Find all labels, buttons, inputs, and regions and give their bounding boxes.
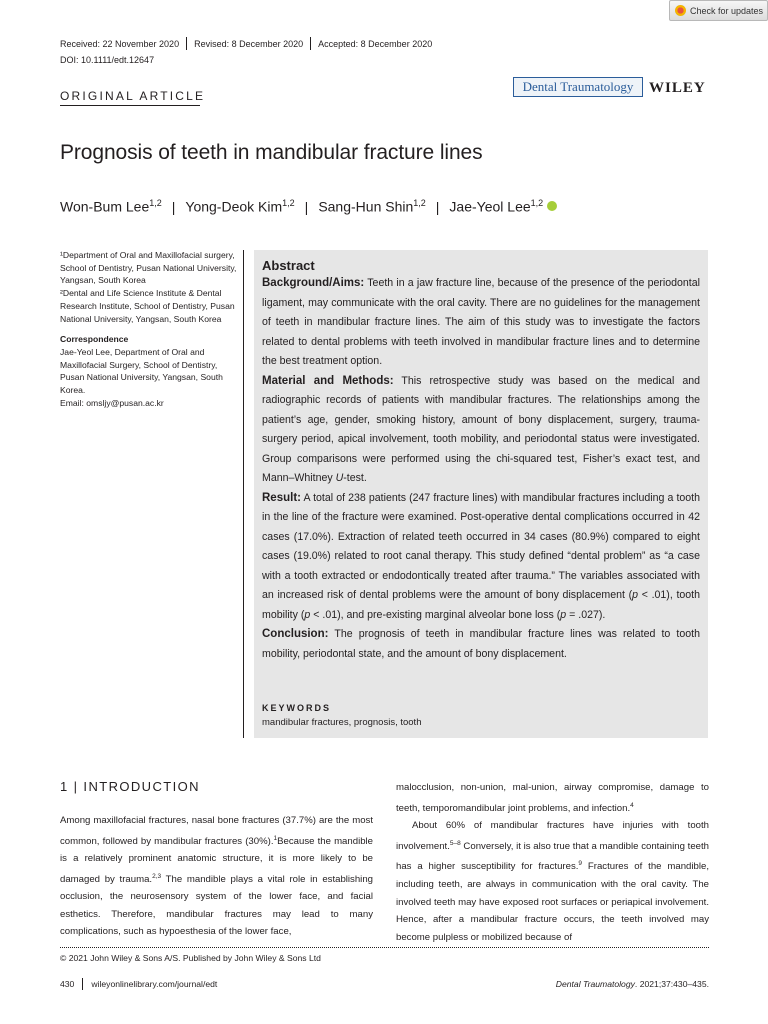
intro-text: About 60% of mandibular fractures have injuries with tooth involvement. xyxy=(396,820,709,852)
journal-url[interactable]: wileyonlinelibrary.com/journal/edt xyxy=(91,979,218,989)
date-divider xyxy=(186,37,187,50)
result-text: < .01), and pre-existing marginal alveolar bone loss ( xyxy=(310,608,561,621)
author-name: Jae-Yeol Lee xyxy=(449,198,531,215)
author[interactable] xyxy=(449,198,543,215)
methods-text: This retrospective study was based on the medical and radiographic records of patients with mandibular fractures. The relationships among the patient’s age, gender, smoking history, amount of bony displacement, surgery, trauma-surgery period, apical involvement, tooth mobility, and periodontal status were investigated. Group comparisons were performed using the chi-squared test, Fisher’s exact test, and Mann–Whitney xyxy=(262,374,700,484)
footer-dotted-rule xyxy=(60,947,709,948)
result-text: = .027). xyxy=(566,608,606,621)
correspondence-heading: Correspondence xyxy=(60,334,129,345)
author-separator: | xyxy=(304,198,309,215)
intro-paragraph xyxy=(60,812,373,941)
doi[interactable]: DOI: 10.1111/edt.12647 xyxy=(60,55,155,65)
keywords-heading: KEYWORDS xyxy=(262,703,332,713)
citation-sup[interactable]: 9 xyxy=(578,860,583,868)
received-date: Received: 22 November 2020 xyxy=(60,38,180,49)
author-list xyxy=(60,198,557,215)
citation-details: . 2021;37:430–435. xyxy=(634,979,709,989)
abstract-result xyxy=(262,489,700,626)
author[interactable] xyxy=(318,198,425,215)
affiliation-1: ¹Department of Oral and Maxillofacial surgery, School of Dentistry, Pusan National University, Yangsan, South Korea xyxy=(60,250,237,286)
author-affiliation-sup: 1,2 xyxy=(282,198,295,208)
introduction-heading: 1 | INTRODUCTION xyxy=(60,779,200,794)
crossmark-icon xyxy=(675,5,686,16)
journal-logo: Dental Traumatology xyxy=(513,77,643,97)
accepted-date: Accepted: 8 December 2020 xyxy=(318,38,433,49)
copyright: © 2021 John Wiley & Sons A/S. Published by John Wiley & Sons Ltd xyxy=(60,953,321,963)
author[interactable] xyxy=(185,198,294,215)
intro-right-column xyxy=(396,779,709,946)
intro-text: Conversely, it is also true that a mandible containing teeth has a higher susceptibility for fractures. xyxy=(396,840,709,873)
date-divider xyxy=(310,37,311,50)
author[interactable] xyxy=(60,198,162,215)
author-affiliation-sup: 1,2 xyxy=(413,198,426,208)
background-text: Teeth in a jaw fracture line, because of the presence of the periodontal ligament, may communicate with the oral cavity. There are no guidelines for the management of teeth in mandibular fracture lines. The aim of this study was to investigate the factors related to dental problems with teeth involved in mandibular fracture lines and to determine the best treatment option. xyxy=(262,277,700,367)
page-footer xyxy=(60,978,709,990)
page-number: 430 xyxy=(60,979,75,989)
citation-sup[interactable]: 5–8 xyxy=(449,839,461,847)
conclusion-text: The prognosis of teeth in mandibular fracture lines was related to tooth mobility, periodontal state, and the amount of bony displacement. xyxy=(262,628,700,660)
column-divider xyxy=(243,250,244,738)
citation xyxy=(556,979,709,989)
abstract-conclusion xyxy=(262,625,700,664)
correspondence-text: Jae-Yeol Lee, Department of Oral and Maxillofacial Surgery, School of Dentistry, Pusan National University, Yangsan, South Korea. xyxy=(60,346,223,396)
check-for-updates-button[interactable] xyxy=(669,0,768,21)
author-name: Yong-Deok Kim xyxy=(185,198,283,215)
affiliations-column xyxy=(60,249,240,409)
methods-label: Material and Methods: xyxy=(262,374,394,387)
author-affiliation-sup: 1,2 xyxy=(149,198,162,208)
p-italic: p xyxy=(632,589,639,601)
check-updates-label: Check for updates xyxy=(690,5,764,16)
author-name: Sang-Hun Shin xyxy=(318,198,414,215)
article-type: ORIGINAL ARTICLE xyxy=(60,89,206,103)
abstract-box xyxy=(254,250,708,738)
intro-text: Among maxillofacial fractures, nasal bone fractures (37.7%) are the most common, followed by mandibular fractures (30%). xyxy=(60,815,373,847)
article-title: Prognosis of teeth in mandibular fracture lines xyxy=(60,141,483,164)
abstract-heading: Abstract xyxy=(262,258,315,273)
result-text: < .01), tooth mobility ( xyxy=(262,589,701,621)
article-type-underline xyxy=(60,105,200,106)
intro-text: malocclusion, non-union, mal-union, airway compromise, damage to teeth, temporomandibular joint problems, and infection. xyxy=(396,782,709,814)
orcid-icon[interactable] xyxy=(547,201,557,211)
author-affiliation-sup: 1,2 xyxy=(530,198,544,208)
footer-divider xyxy=(82,978,83,990)
publisher-logo: WILEY xyxy=(649,80,706,96)
intro-text: Fractures of the mandible, including teeth, are always in communication with the oral cavity. The involved teeth may have exposed root surfaces or periapical involvement. Hence, after a mandibular fracture occurs, the teeth involved may become pulpless or mobilized because of xyxy=(396,861,709,943)
citation-sup[interactable]: 4 xyxy=(630,801,634,809)
background-label: Background/Aims: xyxy=(262,277,365,289)
correspondence-email[interactable]: Email: omsljy@pusan.ac.kr xyxy=(60,397,164,408)
intro-left-column xyxy=(60,812,373,941)
keywords-text: mandibular fractures, prognosis, tooth xyxy=(262,717,422,728)
methods-text-end: -test. xyxy=(343,472,367,484)
author-name: Won-Bum Lee xyxy=(60,198,150,215)
citation-sup[interactable]: 2,3 xyxy=(152,872,162,880)
affiliation-2: ²Dental and Life Science Institute & Dental Research Institute, School of Dentistry, Pusan National University, Yangsan, South Korea xyxy=(60,288,235,324)
result-label: Result: xyxy=(262,491,301,504)
methods-u-italic: U xyxy=(335,472,344,484)
intro-text: The mandible plays a vital role in establishing occlusion, the neurosensory system of the lower face, and facial esthetics. Therefore, mandibular fractures may lead to many complications, such as hypoesthesia of the lower face, xyxy=(60,873,373,938)
author-separator: | xyxy=(435,198,440,215)
abstract-background xyxy=(262,274,700,372)
article-dates xyxy=(60,37,432,50)
revised-date: Revised: 8 December 2020 xyxy=(194,38,304,49)
citation-journal: Dental Traumatology xyxy=(555,979,635,989)
conclusion-label: Conclusion: xyxy=(262,628,329,640)
abstract-methods xyxy=(262,372,700,489)
result-text: A total of 238 patients (247 fracture lines) with mandibular fractures including a tooth in the line of the fracture were examined. Post-operative dental complications occurred in 42 cases (17.0%). Extraction of related teeth occurred in 34 cases (80.9%) compared to eight cases (19.0%) related to root canal therapy. This study defined “dental problem” as “a case with a tooth extracted or endodontically treated after trauma.” The variables associated with an increased risk of dental problems were the amount of bony displacement ( xyxy=(262,491,701,601)
p-italic: p xyxy=(304,608,311,621)
p-italic: p xyxy=(560,608,567,621)
intro-paragraph xyxy=(396,779,709,817)
author-separator: | xyxy=(171,198,176,215)
citation-sup[interactable]: 1 xyxy=(273,834,278,842)
intro-paragraph xyxy=(396,817,709,946)
intro-text: Because the mandible is a relatively prominent anatomic structure, it is more likely to be damaged by trauma. xyxy=(60,835,373,885)
